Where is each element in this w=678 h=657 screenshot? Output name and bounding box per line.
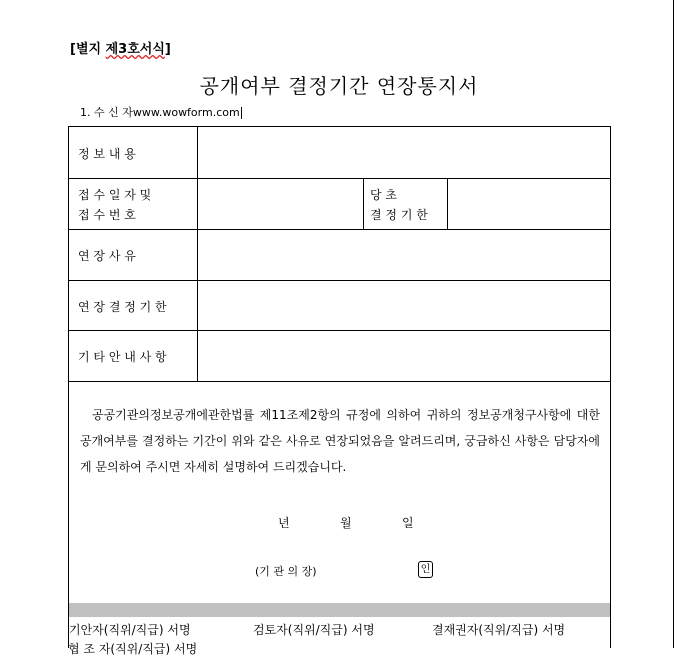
original-deadline-field[interactable] — [448, 179, 610, 229]
year-label: 년 — [278, 516, 290, 530]
original-deadline-label: 당 초 결 정 기 한 — [370, 188, 428, 222]
form-label: [별지 제3호서식] — [70, 42, 171, 57]
notice-paragraph: 공공기관의정보공개에관한법률 제11조제2항의 규정에 의하여 귀하의 정보공개청구사항에 대한 공개여부를 결정하는 기간이 위와 같은 사유로 연장되었음을 알려드리며, 궁금하신 사항은 담당자에게 문의하여 주시면 자세히 설명하여 드리겠습니다. — [80, 408, 600, 474]
month-label: 월 — [340, 516, 352, 530]
info-content-label: 정 보 내 용 — [78, 147, 136, 161]
extension-deadline-field[interactable] — [198, 281, 610, 330]
day-label: 일 — [402, 516, 414, 530]
form-number: 제3호서식 — [105, 42, 165, 57]
other-notes-label: 기 타 안 내 사 항 — [78, 350, 167, 364]
approver-signature: 결재권자(직위/직급) 서명 — [432, 623, 566, 637]
recipient-line[interactable]: 1. 수 신 자www.wowform.com — [80, 106, 240, 119]
agency-head: (기 관 의 장) — [255, 565, 317, 578]
info-content-field[interactable] — [198, 127, 610, 178]
drafter-signature: 기안자(직위/직급) 서명 — [69, 623, 191, 637]
cell-divider — [363, 178, 364, 230]
extension-reason-field[interactable] — [198, 230, 610, 280]
seal-icon: 인 — [418, 561, 433, 578]
receipt-date-field[interactable] — [198, 179, 363, 229]
receipt-date-label: 접 수 일 자 및 접 수 번 호 — [78, 188, 152, 222]
cut-off-line: 협 조 자(직위/직급) 서명 — [68, 642, 198, 656]
document-title: 공개여부 결정기간 연장통지서 — [199, 74, 479, 98]
reviewer-signature: 검토자(직위/직급) 서명 — [253, 623, 375, 637]
text-cursor — [241, 107, 242, 119]
other-notes-field[interactable] — [198, 331, 610, 381]
extension-deadline-label: 연 장 결 정 기 한 — [78, 300, 167, 314]
row-divider — [68, 381, 611, 382]
extension-reason-label: 연 장 사 유 — [78, 249, 136, 263]
section-divider-bar — [69, 603, 610, 617]
